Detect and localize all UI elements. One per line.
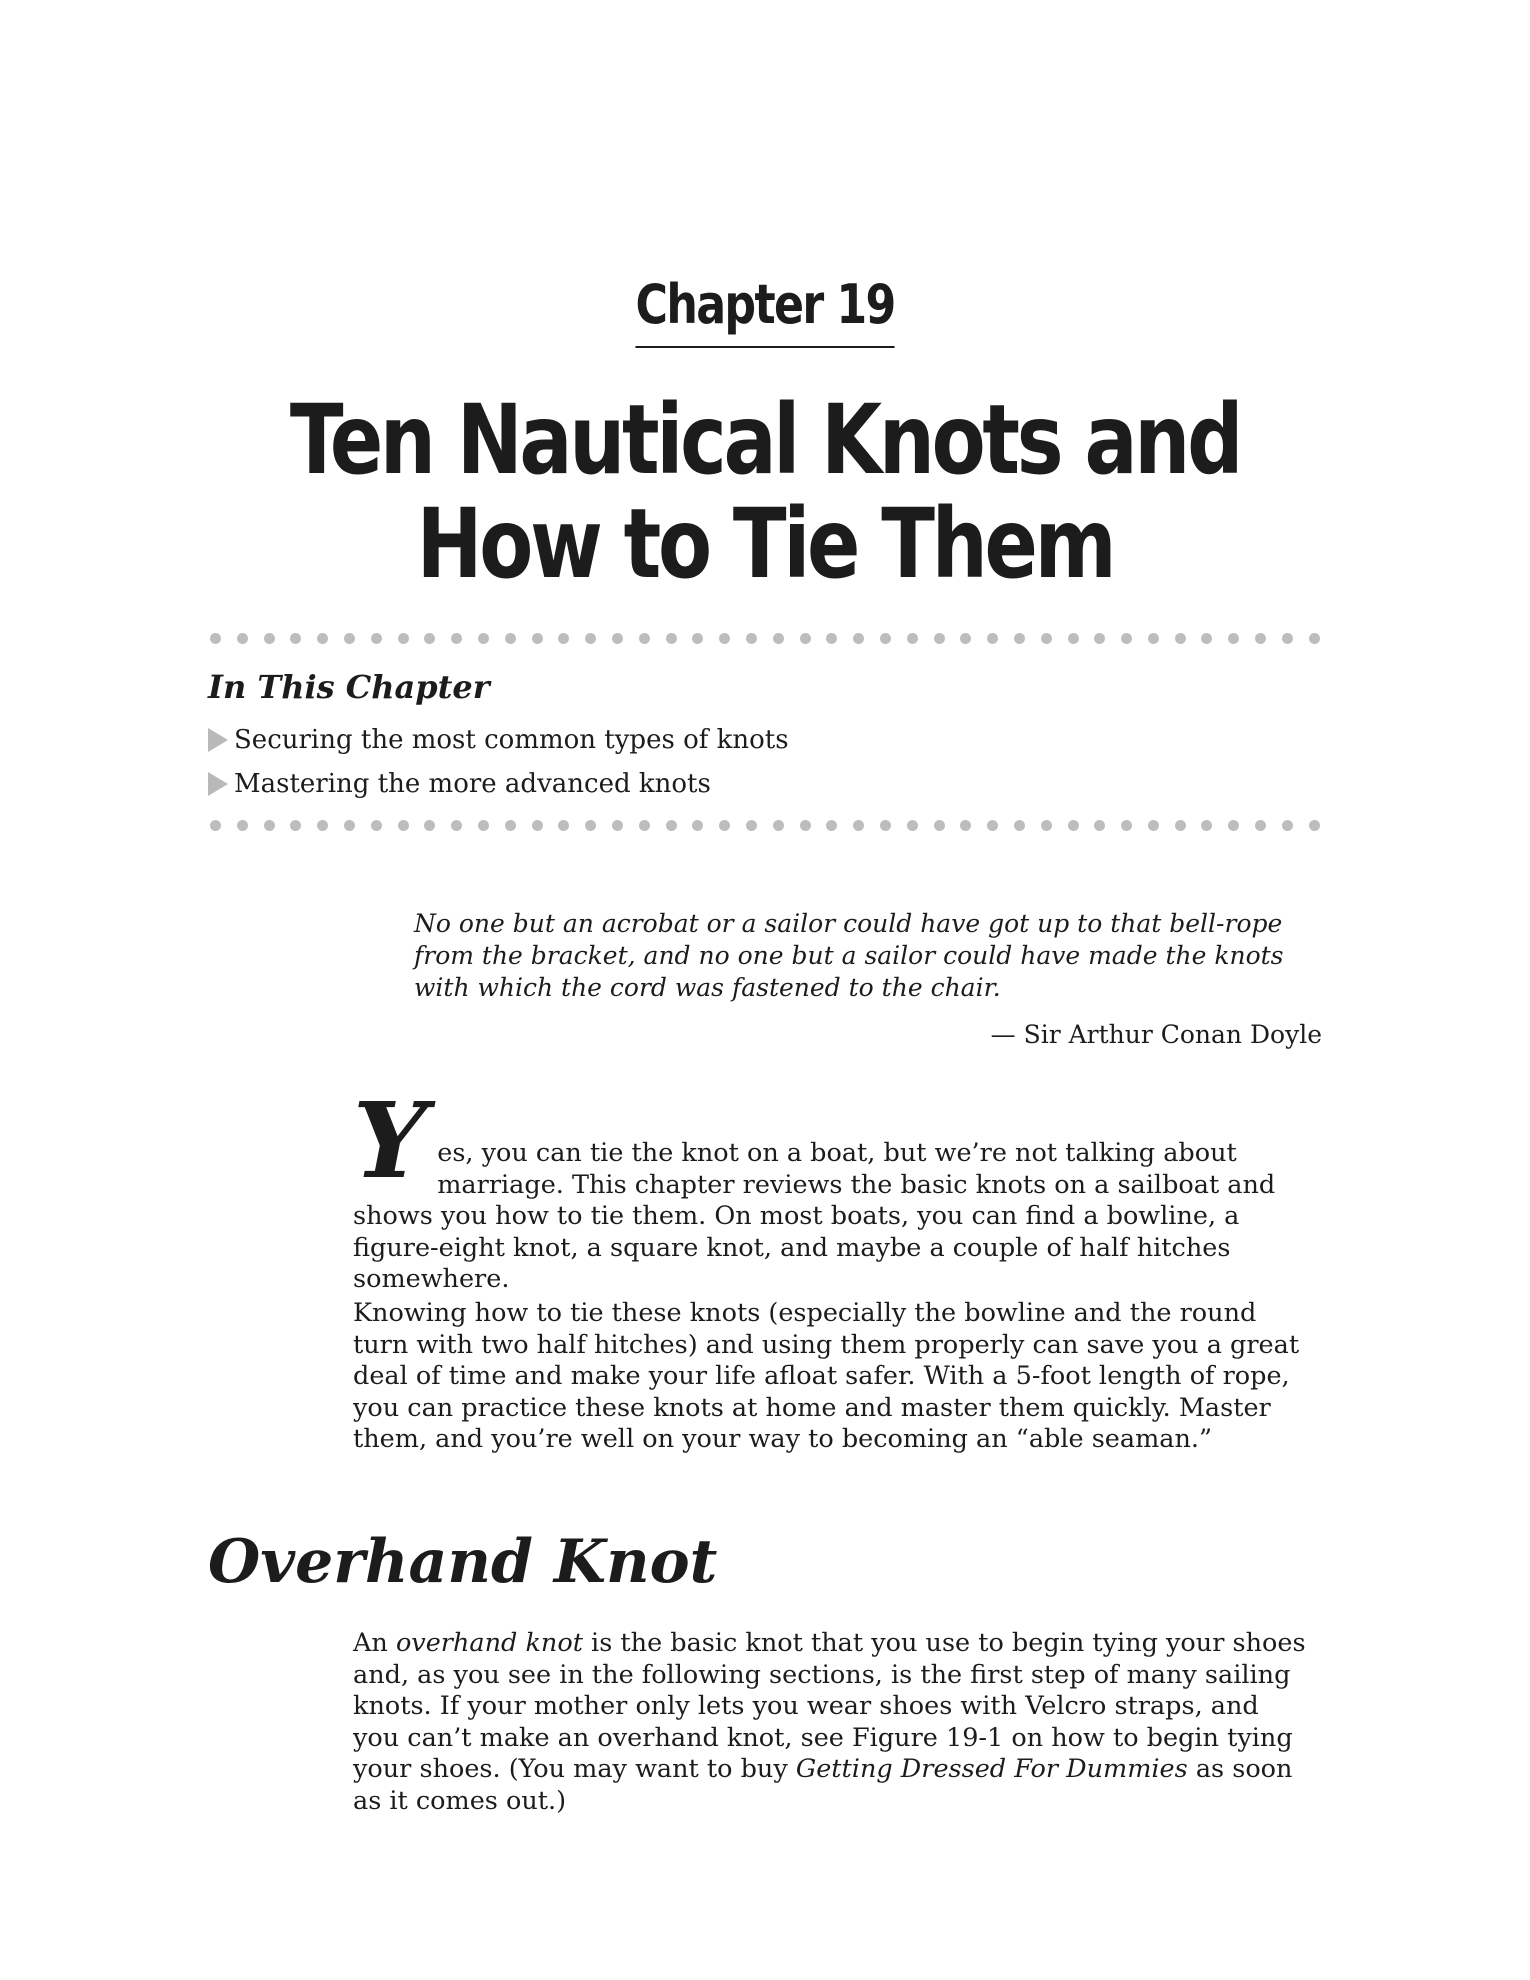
dotted-divider-top xyxy=(210,633,1320,645)
list-item xyxy=(208,762,789,806)
dotted-divider-bottom xyxy=(210,820,1320,832)
divider-dot xyxy=(1255,633,1266,644)
section-paragraph-text: An xyxy=(353,1628,396,1658)
divider-dot xyxy=(800,820,811,831)
divider-dot xyxy=(505,633,516,644)
divider-dot xyxy=(987,633,998,644)
divider-dot xyxy=(264,633,275,644)
divider-dot xyxy=(1014,820,1025,831)
divider-dot xyxy=(398,633,409,644)
divider-dot xyxy=(1309,633,1320,644)
section-paragraph-text: as soon as it comes out.) xyxy=(353,1754,1293,1816)
divider-dot xyxy=(237,633,248,644)
intro-paragraph-1-text: es, you can tie the knot on a boat, but we’re not talking about marriage. This chapter reviews the basic knots on a sailboat and shows you how to tie them. On most boats, you can find a bowline, a figure-eight knot, a square knot, and maybe a couple of half hitches somewhere. xyxy=(353,1138,1276,1294)
intro-paragraph-2: Knowing how to tie these knots (especially the bowline and the round turn with two half hitches) and using them properly can save you a great deal of time and make your life afloat safer. With a 5-foot length of rope, you can practice these knots at home and master them quickly. Master them, and you’re well on your way to becoming an “able seaman.” xyxy=(353,1298,1300,1454)
divider-dot xyxy=(1175,633,1186,644)
divider-dot xyxy=(666,633,677,644)
divider-dot xyxy=(800,633,811,644)
chapter-title-line-2: How to Tie Them xyxy=(416,488,1114,600)
divider-dot xyxy=(880,633,891,644)
divider-dot xyxy=(692,633,703,644)
divider-dot xyxy=(585,633,596,644)
divider-dot xyxy=(1175,820,1186,831)
list-item-text: Mastering the more advanced knots xyxy=(234,769,711,799)
divider-dot xyxy=(1282,820,1293,831)
divider-dot xyxy=(478,633,489,644)
section-paragraph-text: is the basic knot that you use to begin tying your shoes and, as you see in the following sections, is the first step of many sailing knots. If your mother only lets you wear shoes with Velcro straps, and you can’t make an overhand knot, see Figure 19-1 on how to begin tying your shoes. (You may want to buy xyxy=(353,1628,1306,1784)
list-item-text: Securing the most common types of knots xyxy=(234,725,789,755)
divider-dot xyxy=(612,633,623,644)
triangle-bullet-icon xyxy=(208,772,228,796)
divider-dot xyxy=(371,820,382,831)
divider-dot xyxy=(1148,633,1159,644)
divider-dot xyxy=(719,820,730,831)
divider-dot xyxy=(1068,820,1079,831)
divider-dot xyxy=(1094,633,1105,644)
divider-dot xyxy=(558,633,569,644)
divider-dot xyxy=(1014,633,1025,644)
divider-dot xyxy=(264,820,275,831)
triangle-bullet-icon xyxy=(208,728,228,752)
divider-dot xyxy=(1282,633,1293,644)
divider-dot xyxy=(853,633,864,644)
divider-dot xyxy=(1255,820,1266,831)
divider-dot xyxy=(558,820,569,831)
divider-dot xyxy=(826,633,837,644)
divider-dot xyxy=(746,633,757,644)
divider-dot xyxy=(692,820,703,831)
divider-dot xyxy=(585,820,596,831)
divider-dot xyxy=(639,633,650,644)
epigraph-quote: No one but an acrobat or a sailor could have got up to that bell-rope from the bracket, and no one but a sailor could have made the knots with which the cord was fastened to the chair. xyxy=(414,909,1284,1002)
divider-dot xyxy=(1148,820,1159,831)
chapter-number xyxy=(0,273,1530,348)
intro-paragraph-1 xyxy=(353,1079,1313,1296)
divider-dot xyxy=(1041,633,1052,644)
divider-dot xyxy=(639,820,650,831)
divider-dot xyxy=(612,820,623,831)
section-paragraph xyxy=(353,1628,1313,1817)
divider-dot xyxy=(907,820,918,831)
divider-dot xyxy=(773,820,784,831)
epigraph-attribution: — Sir Arthur Conan Doyle xyxy=(990,1020,1322,1049)
chapter-title xyxy=(0,384,1530,600)
divider-dot xyxy=(344,820,355,831)
chapter-title-line-1: Ten Nautical Knots and xyxy=(289,384,1241,496)
divider-dot xyxy=(344,633,355,644)
chapter-number-text: Chapter 19 xyxy=(635,278,894,348)
divider-dot xyxy=(478,820,489,831)
divider-dot xyxy=(1068,633,1079,644)
term-overhand-knot: overhand knot xyxy=(395,1628,583,1658)
divider-dot xyxy=(1201,633,1212,644)
divider-dot xyxy=(1121,820,1132,831)
divider-dot xyxy=(773,633,784,644)
divider-dot xyxy=(371,633,382,644)
divider-dot xyxy=(1228,820,1239,831)
drop-cap: Y xyxy=(353,1079,428,1202)
divider-dot xyxy=(290,633,301,644)
divider-dot xyxy=(826,820,837,831)
divider-dot xyxy=(1228,633,1239,644)
in-this-chapter-heading: In This Chapter xyxy=(208,668,490,706)
divider-dot xyxy=(505,820,516,831)
divider-dot xyxy=(880,820,891,831)
divider-dot xyxy=(934,633,945,644)
divider-dot xyxy=(934,820,945,831)
list-item xyxy=(208,718,789,762)
divider-dot xyxy=(424,820,435,831)
divider-dot xyxy=(666,820,677,831)
divider-dot xyxy=(1201,820,1212,831)
divider-dot xyxy=(746,820,757,831)
divider-dot xyxy=(210,820,221,831)
divider-dot xyxy=(719,633,730,644)
in-this-chapter-list xyxy=(208,718,789,806)
divider-dot xyxy=(451,633,462,644)
divider-dot xyxy=(210,633,221,644)
divider-dot xyxy=(317,633,328,644)
divider-dot xyxy=(317,820,328,831)
divider-dot xyxy=(960,633,971,644)
divider-dot xyxy=(237,820,248,831)
divider-dot xyxy=(451,820,462,831)
divider-dot xyxy=(960,820,971,831)
divider-dot xyxy=(853,820,864,831)
divider-dot xyxy=(1094,820,1105,831)
divider-dot xyxy=(1121,633,1132,644)
divider-dot xyxy=(987,820,998,831)
divider-dot xyxy=(1309,820,1320,831)
divider-dot xyxy=(532,820,543,831)
divider-dot xyxy=(398,820,409,831)
divider-dot xyxy=(290,820,301,831)
divider-dot xyxy=(1041,820,1052,831)
book-title: Getting Dressed For Dummies xyxy=(795,1754,1188,1784)
divider-dot xyxy=(907,633,918,644)
section-heading: Overhand Knot xyxy=(208,1527,718,1597)
divider-dot xyxy=(424,633,435,644)
divider-dot xyxy=(532,633,543,644)
